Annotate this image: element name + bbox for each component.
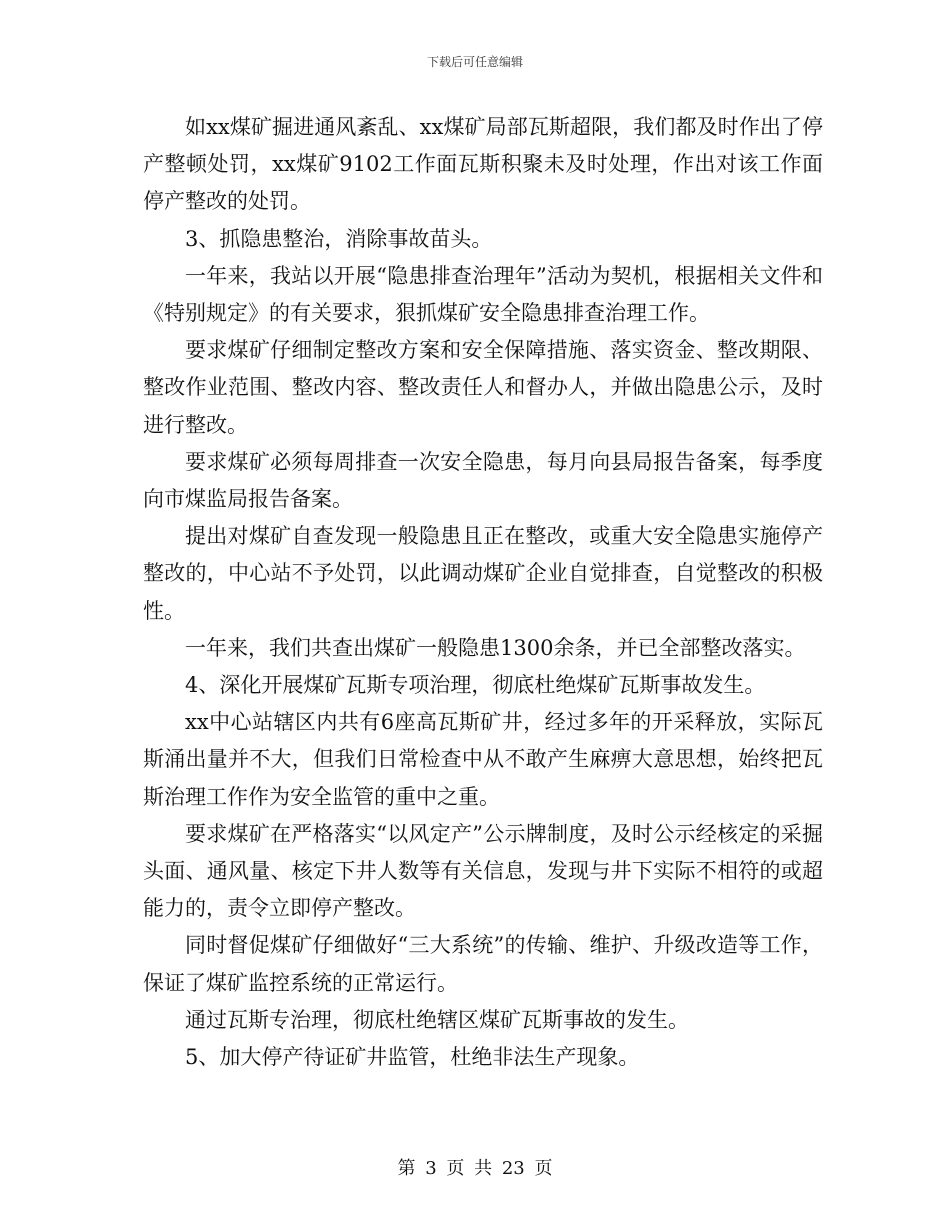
paragraph: 一年来，我们共查出煤矿一般隐患1300余条，并已全部整改落实。 [185,635,806,660]
section-heading: 3、抓隐患整治，消除事故苗头。 [185,226,493,251]
paragraph: 如xx煤矿掘进通风紊乱、xx煤矿局部瓦斯超限，我们都及时作出了停产整顿处罚，xx煤矿9102工作面瓦斯积聚未及时处理，作出对该工作面停产整改的处罚。 [143,115,823,214]
section-heading: 5、加大停产待证矿井监管，杜绝非法生产现象。 [185,1045,640,1070]
page-number-footer: 第 3 页 共 23 页 [397,1158,553,1179]
paragraph: 要求煤矿必须每周排查一次安全隐患，每月向县局报告备案，每季度向市煤监局报告备案。 [143,449,823,512]
paragraph: 通过瓦斯专治理，彻底杜绝辖区煤矿瓦斯事故的发生。 [185,1007,689,1032]
document-body [143,109,823,1076]
page-header: 下载后可任意编辑 [426,55,523,69]
paragraph: 同时督促煤矿仔细做好“三大系统”的传输、维护、升级改造等工作，保证了煤矿监控系统的正常运行。 [143,933,823,995]
paragraph: 要求煤矿仔细制定整改方案和安全保障措施、落实资金、整改期限、整改作业范围、整改内容、整改责任人和督办人，并做出隐患公示，及时进行整改。 [143,338,823,437]
paragraph: 一年来，我站以开展“隐患排查治理年”活动为契机，根据相关文件和《特别规定》的有关要求，狠抓煤矿安全隐患排查治理工作。 [143,263,823,326]
paragraph: 要求煤矿在严格落实“以风定产”公示牌制度，及时公示经核定的采掘头面、通风量、核定下井人数等有关信息，发现与井下实际不相符的或超能力的，责令立即停产整改。 [143,821,823,921]
paragraph: 提出对煤矿自查发现一般隐患且正在整改，或重大安全隐患实施停产整改的，中心站不予处罚，以此调动煤矿企业自觉排查，自觉整改的积极性。 [143,524,823,623]
paragraph: xx中心站辖区内共有6座高瓦斯矿井，经过多年的开采释放，实际瓦斯涌出量并不大，但我们日常检查中从不敢产生麻痹大意思想，始终把瓦斯治理工作作为安全监管的重中之重。 [143,710,823,809]
section-heading: 4、深化开展煤矿瓦斯专项治理，彻底杜绝煤矿瓦斯事故发生。 [185,673,766,698]
